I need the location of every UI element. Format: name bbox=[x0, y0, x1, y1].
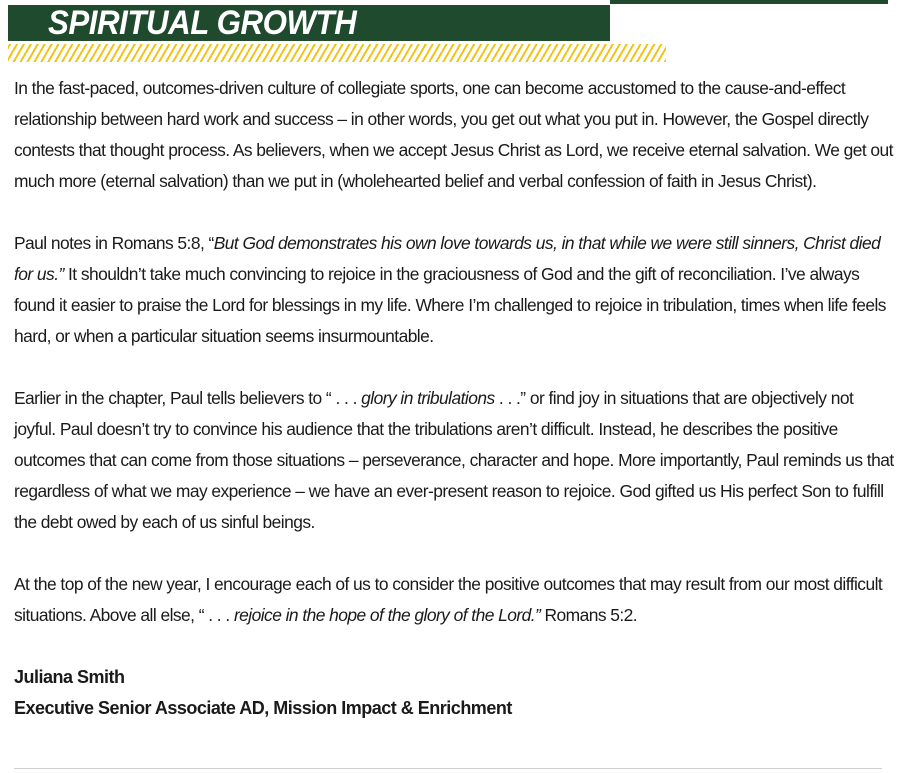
top-rule bbox=[610, 0, 888, 4]
romans-5-2-quote: rejoice in the hope of the glory of the Lord.” bbox=[233, 605, 541, 625]
paragraph-4-intro: At the top of the new year, I encourage each of us to consider the positive outcomes that may result from our most difficult situations. Above all else, “ . . . bbox=[14, 574, 883, 625]
section-title: SPIRITUAL GROWTH bbox=[48, 4, 357, 42]
paragraph-4-rest: Romans 5:2. bbox=[540, 605, 638, 625]
paragraph-3 bbox=[14, 383, 894, 538]
glory-in-tribulations-quote: glory in tribulations bbox=[361, 388, 495, 408]
paragraph-3-intro: Earlier in the chapter, Paul tells believers to “ . . . bbox=[14, 388, 362, 408]
paragraph-3-rest: . . .” or find joy in situations that are objectively not joyful. Paul doesn’t try to convince his audience that the tribulations aren’t difficult. Instead, he describes the positive outcomes that can come from those situations – perseverance, character and hope. More importantly, Paul reminds us that regardless of what we may experience – we have an ever-present reason to rejoice. God gifted us His perfect Son to fulfill the debt owed by each of us sinful beings. bbox=[14, 388, 894, 532]
paragraph-2-intro: Paul notes in Romans 5:8, “ bbox=[14, 233, 214, 253]
signature-block bbox=[14, 662, 894, 724]
bottom-rule bbox=[14, 768, 882, 769]
article-body bbox=[14, 73, 894, 724]
paragraph-1 bbox=[14, 73, 894, 197]
author-title: Executive Senior Associate AD, Mission Impact & Enrichment bbox=[14, 698, 512, 718]
author-name: Juliana Smith bbox=[14, 667, 125, 687]
header-hatch-decoration bbox=[8, 44, 666, 62]
section-header bbox=[8, 5, 610, 41]
paragraph-2 bbox=[14, 228, 894, 352]
romans-5-8-quote: But God demonstrates his own love towards us, in that while we were still sinners, Christ died for us.” bbox=[14, 233, 881, 284]
paragraph-4 bbox=[14, 569, 894, 631]
paragraph-2-rest: It shouldn’t take much convincing to rejoice in the graciousness of God and the gift of reconciliation. I’ve always found it easier to praise the Lord for blessings in my life. Where I’m challenged to rejoice in tribulation, times when life feels hard, or when a particular situation seems insurmountable. bbox=[14, 264, 886, 346]
paragraph-1-text: In the fast-paced, outcomes-driven culture of collegiate sports, one can become accustomed to the cause-and-effect relationship between hard work and success – in other words, you get out what you put in. However, the Gospel directly contests that thought process. As believers, when we accept Jesus Christ as Lord, we receive eternal salvation. We get out much more (eternal salvation) than we put in (wholehearted belief and verbal confession of faith in Jesus Christ). bbox=[14, 78, 893, 191]
